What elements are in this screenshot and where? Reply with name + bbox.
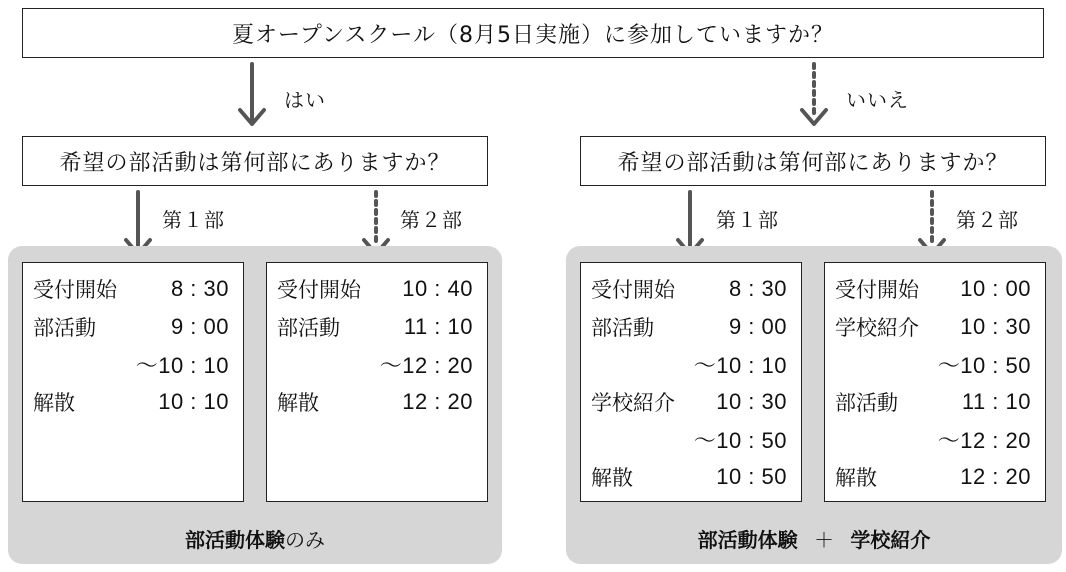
schedule-time: 12 : 20 xyxy=(402,388,473,414)
schedule-label: 解散 xyxy=(277,390,319,415)
right-sub-question-text: 希望の部活動は第何部にありますか？ xyxy=(617,150,1009,176)
main-question-text: 夏オープンスクール（8月5日実施）に参加していますか？ xyxy=(232,22,834,48)
yes-arrow xyxy=(240,64,264,124)
schedule-row xyxy=(33,386,229,418)
schedule-row xyxy=(591,273,787,305)
schedule-row xyxy=(591,311,787,343)
schedule-row xyxy=(33,348,229,380)
schedule-time: 10 : 30 xyxy=(960,313,1031,339)
schedule-row xyxy=(591,348,787,380)
schedule-label: 受付開始 xyxy=(277,278,361,302)
schedule-label: 解散 xyxy=(33,390,75,415)
schedule-time: 9 : 00 xyxy=(170,313,229,339)
no-arrow xyxy=(802,64,826,124)
left-part2-schedule xyxy=(266,262,488,502)
right-part1-schedule xyxy=(580,262,802,502)
left-part2-label: 第２部 xyxy=(400,208,463,232)
right-caption-bold2: 学校紹介 xyxy=(850,528,931,552)
schedule-row xyxy=(591,386,787,418)
left-part1-schedule xyxy=(22,262,244,502)
schedule-time: ～10 : 10 xyxy=(135,352,229,378)
schedule-label: 部活動 xyxy=(835,390,898,415)
schedule-row xyxy=(277,348,473,380)
schedule-time: 10 : 10 xyxy=(158,388,229,414)
schedule-row xyxy=(277,386,473,418)
schedule-row xyxy=(835,311,1031,343)
schedule-row xyxy=(277,273,473,305)
schedule-row xyxy=(277,311,473,343)
schedule-time: 12 : 20 xyxy=(960,463,1031,489)
schedule-time: ～10 : 50 xyxy=(937,352,1031,378)
schedule-label: 学校紹介 xyxy=(835,315,919,340)
left-sub-question-box xyxy=(22,136,488,186)
schedule-time: 10 : 30 xyxy=(716,388,787,414)
schedule-label: 部活動 xyxy=(33,315,96,340)
left-part1-label: 第１部 xyxy=(162,208,225,232)
schedule-label: 受付開始 xyxy=(835,278,919,302)
right-part2-arrow xyxy=(920,192,944,254)
schedule-label: 部活動 xyxy=(591,315,654,340)
schedule-time: ～10 : 10 xyxy=(693,352,787,378)
schedule-label: 解散 xyxy=(591,465,633,490)
schedule-row xyxy=(33,311,229,343)
left-caption-bold: 部活動体験 xyxy=(185,528,285,552)
yes-label: はい xyxy=(284,88,326,112)
left-part2-arrow xyxy=(364,192,388,254)
schedule-row xyxy=(835,423,1031,455)
schedule-time: ～12 : 20 xyxy=(937,427,1031,453)
right-part2-schedule xyxy=(824,262,1046,502)
schedule-row xyxy=(835,461,1031,493)
right-part1-label: 第１部 xyxy=(716,208,779,232)
right-part2-label: 第２部 xyxy=(956,208,1019,232)
right-group-caption xyxy=(566,524,1062,553)
right-caption-bold1: 部活動体験 xyxy=(697,528,798,552)
schedule-row xyxy=(835,386,1031,418)
schedule-row xyxy=(591,461,787,493)
left-group-caption xyxy=(8,524,502,553)
schedule-time: 9 : 00 xyxy=(728,313,787,339)
schedule-label: 部活動 xyxy=(277,315,340,340)
right-part1-arrow xyxy=(678,192,702,254)
schedule-label: 解散 xyxy=(835,465,877,490)
right-caption-plus: ＋ xyxy=(814,528,834,552)
schedule-label: 学校紹介 xyxy=(591,390,675,415)
left-caption-rest: のみ xyxy=(285,528,325,552)
schedule-row xyxy=(835,348,1031,380)
schedule-time: 8 : 30 xyxy=(170,276,229,301)
schedule-time: 10 : 50 xyxy=(716,463,787,489)
schedule-time: 11 : 10 xyxy=(403,313,473,339)
schedule-time: 8 : 30 xyxy=(728,276,787,301)
right-sub-question-box xyxy=(580,136,1046,186)
left-sub-question-text: 希望の部活動は第何部にありますか？ xyxy=(59,150,451,176)
schedule-time: ～10 : 50 xyxy=(693,427,787,453)
left-part1-arrow xyxy=(126,192,150,254)
schedule-time: 10 : 00 xyxy=(960,276,1031,301)
schedule-time: ～12 : 20 xyxy=(379,352,473,378)
schedule-row xyxy=(835,273,1031,305)
schedule-label: 受付開始 xyxy=(33,278,117,302)
schedule-label: 受付開始 xyxy=(591,278,675,302)
no-label: いいえ xyxy=(846,88,909,112)
schedule-time: 10 : 40 xyxy=(402,276,473,301)
schedule-time: 11 : 10 xyxy=(961,388,1031,414)
schedule-row xyxy=(33,273,229,305)
schedule-row xyxy=(591,423,787,455)
